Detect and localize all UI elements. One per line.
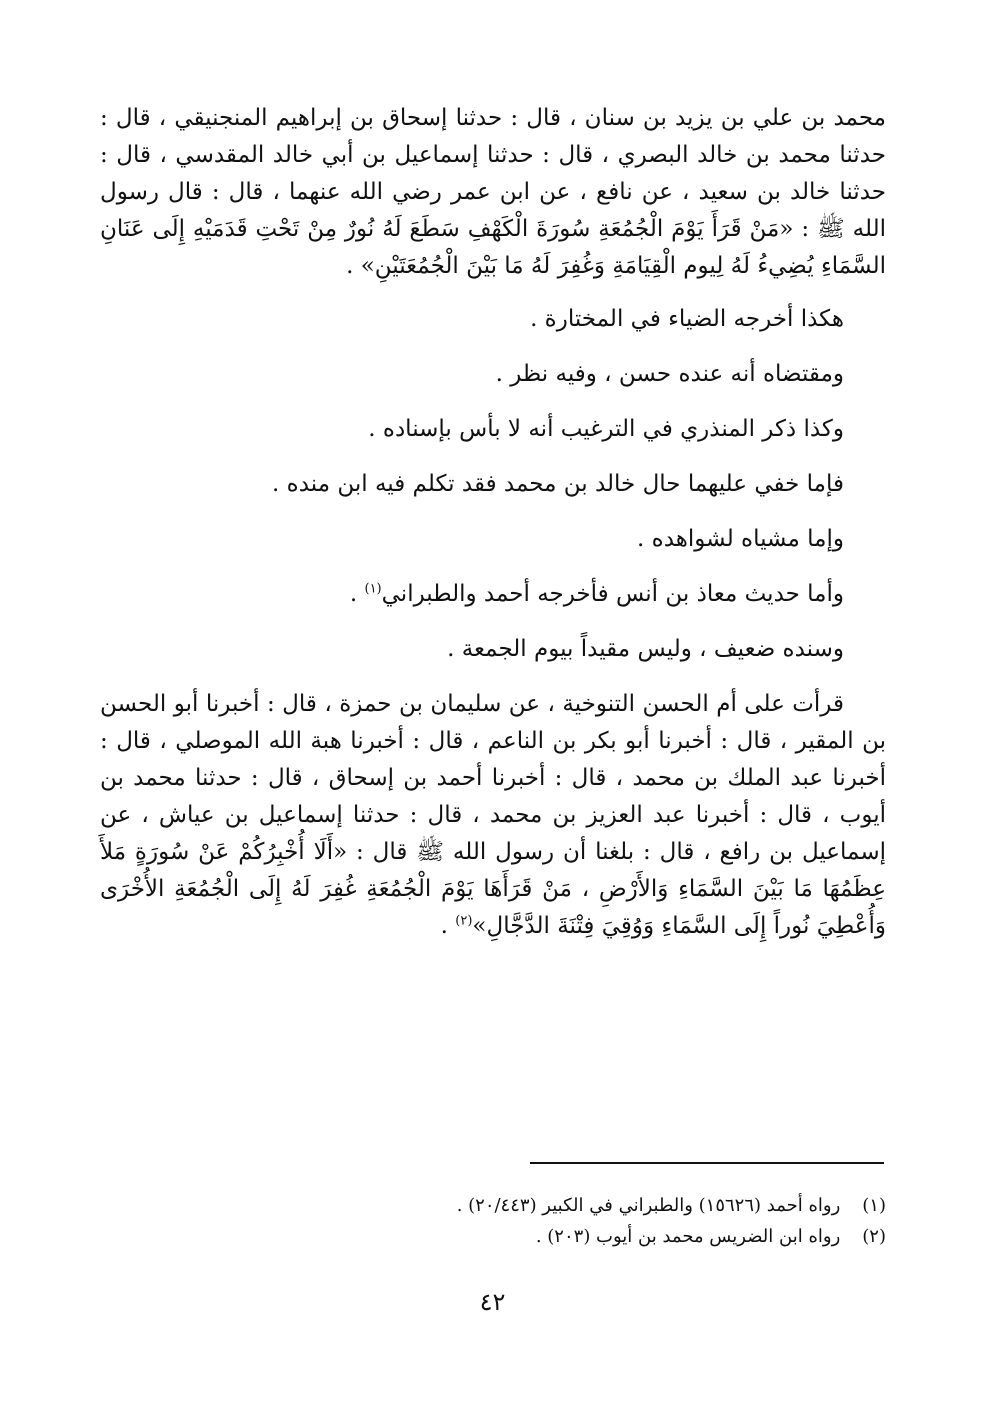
footnote-2 xyxy=(100,1221,886,1252)
text-line-shawahid: وإما مشياه لشواهده . xyxy=(637,526,844,552)
text-line-daif: وسنده ضعيف ، وليس مقيداً بيوم الجمعة . xyxy=(447,636,844,662)
footnote-1 xyxy=(100,1190,886,1221)
text-line-mukhtara: هكذا أخرجه الضياء في المختارة . xyxy=(530,306,844,332)
page-number: ٤٢ xyxy=(479,1288,506,1316)
isnad-text: قرأت على أم الحسن التنوخية ، عن سليمان بن حمزة ، قال : أخبرنا أبو الحسن بن المقير ، قال : أخبرنا أبو بكر بن الناعم ، قال : أخبرنا هبة الله الموصلي ، قال : أخبرنا عبد الملك بن محمد ، قال : أخبرنا أحمد بن إسحاق ، قال : حدثنا محمد بن أيوب ، قال : أخبرنا عبد العزيز بن محمد ، قال : حدثنا إسماعيل بن عياش ، عن إسماعيل بن رافع ، قال : بلغنا أن رسول الله ﷺ قال : «أَلَا أُخْبِرُكُمْ عَنْ سُورَةٍ مَلأَ عِظَمُهَا مَا بَيْنَ السَّمَاءِ وَالأَرْضِ ، مَنْ قَرَأَهَا يَوْمَ الْجُمُعَةِ غُفِرَ لَهُ إِلَى الْجُمُعَةِ الأُخْرَى وَأُعْطِيَ نُوراً إِلَى السَّمَاءِ وَوُقِيَ فِتْنَةَ الدَّجَّالِ» xyxy=(100,691,886,939)
text-line-muadh xyxy=(100,576,886,613)
footnote-ref-1[interactable]: (١) xyxy=(364,581,382,597)
text-line-hasan: ومقتضاه أنه عنده حسن ، وفيه نظر . xyxy=(495,361,844,387)
muadh-end: . xyxy=(349,581,365,607)
footnote-text: رواه ابن الضريس محمد بن أيوب (٢٠٣) . xyxy=(535,1226,841,1247)
footnote-divider xyxy=(530,1162,884,1164)
paragraph-isnad-tanukhiyya xyxy=(100,686,886,945)
paragraph-hadith-kahf: محمد بن علي بن يزيد بن سنان ، قال : حدثنا إسحاق بن إبراهيم المنجنيقي ، قال : حدثنا محمد بن خالد البصري ، قال : حدثنا إسماعيل بن أبي خالد المقدسي ، قال : حدثنا خالد بن سعيد ، عن نافع ، عن ابن عمر رضي الله عنهما ، قال : قال رسول الله ﷺ : «مَنْ قَرَأَ يَوْمَ الْجُمُعَةِ سُورَةَ الْكَهْفِ سَطَعَ لَهُ نُورٌ مِنْ تَحْتِ قَدَمَيْهِ إِلَى عَنَانِ السَّمَاءِ يُضِيءُ لَهُ لِيوم الْقِيَامَةِ وَغُفِرَ لَهُ مَا بَيْنَ الْجُمُعَتَيْنِ» . xyxy=(100,105,886,279)
muadh-text: وأما حديث معاذ بن أنس فأخرجه أحمد والطبراني xyxy=(381,581,844,607)
footnotes-section xyxy=(100,1190,886,1252)
page-body xyxy=(100,100,886,945)
footnote-text: رواه أحمد (١٥٦٢٦) والطبراني في الكبير (٢٠/٤٤٣) . xyxy=(456,1195,841,1216)
footnote-ref-2[interactable]: (٢) xyxy=(455,913,473,929)
text-line-targhib: وكذا ذكر المنذري في الترغيب أنه لا بأس بإسناده . xyxy=(368,416,844,442)
text-line-ibn-mandah: فإما خفي عليهما حال خالد بن محمد فقد تكلم فيه ابن منده . xyxy=(272,471,844,497)
isnad-end: . xyxy=(440,913,456,939)
footnote-number: (١) xyxy=(862,1195,886,1216)
footnote-number: (٢) xyxy=(862,1226,886,1247)
